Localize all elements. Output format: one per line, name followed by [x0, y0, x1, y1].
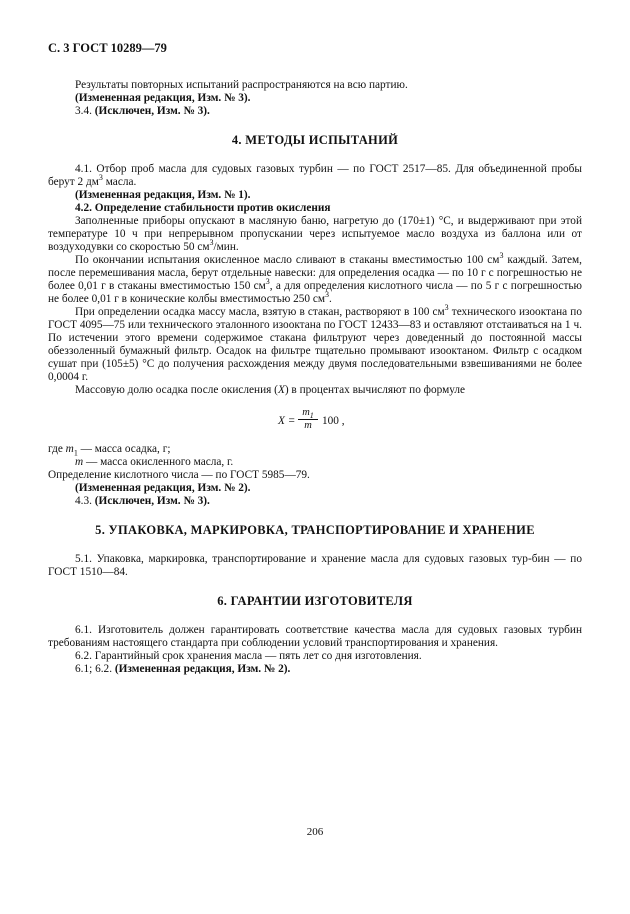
- formula: [278, 407, 582, 435]
- formula-denominator: m: [304, 420, 312, 431]
- clause-number: 3.4.: [75, 105, 92, 117]
- formula-legend: m — масса окисленного масла, г.: [75, 456, 234, 468]
- formula-numerator: $m_1$: [298, 407, 318, 420]
- formula-legend: где $m_1$ — масса осадка, г;: [48, 443, 171, 458]
- clause-4-1: 4.1. Отбор проб масла для судовых газовых турбин — по ГОСТ 2517—85. Для объединенной пробы берут 2 $дм^3$ масла.: [48, 163, 582, 188]
- section-5-title: 5. УПАКОВКА, МАРКИРОВКА, ТРАНСПОРТИРОВАНИЕ И ХРАНЕНИЕ: [95, 523, 535, 537]
- clause-6-1: 6.1. Изготовитель должен гарантировать соответствие качества масла для судовых газовых турбин требованиям настоящего стандарта при соблюдении условий транспортирования и хранения.: [48, 624, 582, 649]
- clause-6-2: 6.2. Гарантийный срок хранения масла — пять лет со дня изготовления.: [75, 650, 422, 662]
- clause-4-2-heading: 4.2. Определение стабильности против окисления: [75, 202, 331, 214]
- formula-fraction: [298, 407, 318, 432]
- clause-4-3: 4.3. (Исключен, Изм. № 3).: [75, 495, 210, 507]
- paragraph: По окончании испытания окисленное масло сливают в стаканы вместимостью 100 $см^3$ каждый. Затем, после перемешивания масла, берут отдельные навески: для определения осадка — по 10 г с погрешностью не более 0,01 г в стаканы вместимостью 150 $см^3$, а для определения кислотного числа — по 5 г с погрешностью не более 0,01 г в конические колбы вместимостью 250 $см^3$.: [48, 251, 582, 305]
- amendment-note: (Измененная редакция, Изм. № 1).: [75, 189, 251, 201]
- amendment-note: (Исключен, Изм. № 3).: [94, 105, 210, 117]
- paragraph: Заполненные приборы опускают в масляную баню, нагретую до (170±1) °С, и выдерживают при этой температуре 10 ч при непрерывном пропускании через испытуемое масло воздуха из баллона или от воздуходувки со скоростью 50 $см^3$/мин.: [48, 215, 582, 253]
- amendment-note: (Измененная редакция, Изм. № 2).: [75, 482, 251, 494]
- clause-5-1: 5.1. Упаковка, маркировка, транспортирование и хранение масла для судовых газовых тур-бин — по ГОСТ 1510—84.: [48, 553, 582, 578]
- section-4-title: 4. МЕТОДЫ ИСПЫТАНИЙ: [231, 133, 399, 147]
- amendment-line: 6.1; 6.2. (Измененная редакция, Изм. № 2).: [75, 663, 291, 675]
- amendment-note: (Измененная редакция, Изм. № 3).: [75, 92, 251, 104]
- paragraph: Определение кислотного числа — по ГОСТ 5985—79.: [48, 469, 310, 481]
- running-header: С. 3 ГОСТ 10289—79: [48, 41, 167, 55]
- formula-lhs: X =: [278, 415, 296, 427]
- paragraph: При определении осадка массу масла, взятую в стакан, растворяют в 100 $см^3$ технического изооктана по ГОСТ 4095—75 или технического эталонного изооктана по ГОСТ 12433—83 и оставляют отстаиваться на 1 ч. По истечении этого времени содержимое стакана фильтруют через доведенный до постоянной массы обеззоленный бумажный фильтр. Осадок на фильтре тщательно промывают изооктаном. Фильтр с осадком сушат при (105±5) °С до получения расхождения между двумя последовательными взвешиваниями не более 0,0004 г.: [48, 303, 582, 383]
- formula-rhs: 100 ,: [322, 415, 345, 427]
- clause-3-4: [48, 105, 582, 118]
- paragraph: Массовую долю осадка после окисления (X) в процентах вычисляют по формуле: [75, 384, 466, 396]
- page-number: 206: [306, 826, 324, 838]
- paragraph: Результаты повторных испытаний распространяются на всю партию.: [75, 79, 408, 91]
- page-body: [48, 79, 582, 676]
- section-6-title: 6. ГАРАНТИИ ИЗГОТОВИТЕЛЯ: [217, 594, 413, 608]
